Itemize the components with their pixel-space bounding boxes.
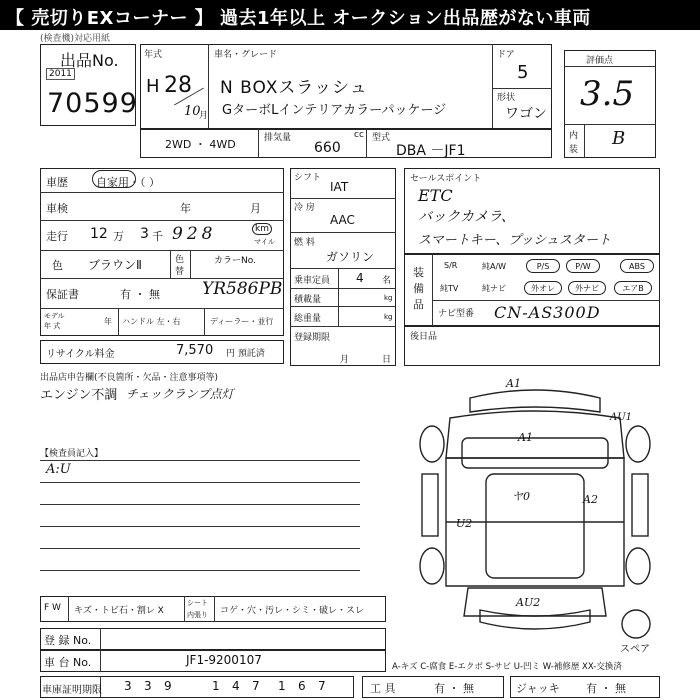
history-circle — [92, 170, 136, 188]
diagram-mark-5: ヤ0 — [512, 490, 530, 503]
shape-value: ワゴン — [505, 106, 547, 122]
declaration-note: チェックランプ点灯 — [126, 387, 234, 401]
cert-b3: 7 — [318, 679, 326, 693]
interior-label-1: 内 — [569, 131, 579, 141]
inspector-label: 【検査員記入】 — [40, 449, 104, 459]
doors-label: ドア — [497, 50, 515, 60]
recycle-unit: 円 預託済 — [226, 349, 265, 359]
warranty-value: 有 ・ 無 — [120, 288, 160, 301]
capacity-label: 乗車定員 — [294, 276, 331, 286]
equip-ps: P/S — [526, 259, 560, 273]
aircon-label: 冷 房 — [294, 203, 315, 213]
equip-navi: 純ナビ — [482, 284, 506, 293]
color-label: 色 — [52, 259, 63, 272]
cert-label: 車庫証明期限 — [42, 685, 102, 696]
warranty-label: 保証書 — [46, 288, 79, 301]
jack-value: 有 ・ 無 — [586, 682, 626, 695]
equip-pw: P/W — [566, 259, 600, 273]
cert-a3: 7 — [252, 679, 260, 693]
color-change-top: 色 — [175, 255, 185, 265]
mileage-sen-unit: 千 — [152, 230, 163, 243]
month-value: 10 — [184, 104, 201, 119]
tools-label: 工 具 — [370, 682, 396, 695]
subnote: (検査機)対応用紙 — [40, 34, 111, 44]
equip-tv: 純TV — [440, 284, 459, 293]
sales-label: セールスポイント — [410, 174, 482, 184]
cc-label: cc — [354, 130, 364, 140]
fw-label: F W — [44, 603, 61, 613]
equip-sr: S/R — [444, 261, 458, 270]
navi-label: ナビ型番 — [438, 309, 475, 319]
fuel-value: ガソリン — [326, 250, 375, 264]
stains-text: コゲ・穴・汚レ・シミ・破レ・スレ — [220, 606, 365, 616]
year-label: 年式 — [144, 50, 163, 60]
name-label: 車名・グレード — [214, 50, 278, 60]
color-code: YR586PB — [202, 279, 283, 299]
mileage-man: 12 — [90, 226, 108, 242]
year-era: H — [146, 76, 160, 97]
diagram-mark-1: A1 — [506, 377, 521, 390]
chassis-label: 車 台 No. — [44, 656, 92, 669]
deadline-label: 登録期限 — [294, 333, 331, 343]
registration-row — [40, 628, 386, 650]
score-value: 3.5 — [580, 74, 635, 114]
left-table — [40, 168, 284, 336]
shape-label: 形状 — [497, 93, 516, 103]
mileage-mile: マイル — [254, 238, 275, 246]
fuel-label: 燃 料 — [294, 238, 315, 248]
load-label: 積載量 — [294, 295, 322, 305]
cert-d2: 3 — [144, 679, 152, 693]
equip-airbag: エアB — [614, 281, 652, 295]
color-code-label: カラーNo. — [214, 256, 256, 266]
inspector-note: A:U — [46, 462, 71, 477]
deadline-day: 日 — [382, 355, 392, 365]
drive-value: 2WD ・ 4WD — [165, 138, 236, 151]
lot-number: 70599 — [47, 88, 138, 119]
seat-label-2: 内張り — [187, 611, 208, 619]
diagram-mark-7: AU2 — [516, 596, 541, 609]
inspection-label: 車検 — [46, 202, 68, 215]
model-year-label-2: 年 式 — [44, 322, 61, 330]
diagram-mark-2: A1 — [518, 431, 533, 444]
fw-items: キズ・トビ石・割レ X — [74, 606, 164, 616]
vehicle-name: N BOXスラッシュ — [220, 78, 368, 98]
mileage-km: km — [252, 223, 272, 235]
equip-mirror-pill: 外オレ — [524, 281, 562, 295]
recycle-label: リサイクル料金 — [46, 349, 115, 360]
cert-b2: 6 — [298, 679, 306, 693]
cert-a1: 1 — [212, 679, 220, 693]
cert-a2: 4 — [232, 679, 240, 693]
mileage-man-unit: 万 — [113, 230, 124, 243]
weight-label: 総重量 — [294, 314, 322, 324]
model-value: DBA －JF1 — [396, 143, 466, 159]
deadline-month: 月 — [340, 355, 350, 365]
capacity-value: 4 — [356, 271, 364, 285]
equip-char-1: 装 — [413, 266, 424, 279]
handle-value: ハンドル 左・右 — [122, 317, 181, 326]
mileage-label: 走行 — [46, 230, 68, 243]
cert-d1: 3 — [124, 679, 132, 693]
color-value: ブラウンⅡ — [88, 258, 142, 272]
cert-b1: 1 — [278, 679, 286, 693]
lot-year-tag: 2011 — [46, 68, 75, 80]
chassis-value: JF1-9200107 — [186, 653, 262, 667]
banner-text: 【 売切りEXコーナー 】 過去1年以上 オークション出品歴がない車両 — [6, 8, 591, 29]
displacement-value: 660 — [314, 140, 341, 156]
model-year-label-1: モデル — [44, 312, 65, 320]
month-unit: 月 — [199, 111, 209, 121]
diagram-mark-6: U2 — [456, 517, 473, 530]
capacity-unit: 名 — [382, 276, 392, 286]
later-date-box — [404, 326, 660, 366]
equip-ext-navi: 外ナビ — [568, 281, 606, 295]
legend: A-キズ C-腐食 E-エクボ S-サビ U-凹ミ W-補修歴 XX-交換済 — [392, 662, 622, 672]
tools-value: 有 ・ 無 — [434, 682, 474, 695]
navi-model: CN-AS300D — [494, 303, 601, 322]
score-label: 評価点 — [586, 56, 614, 66]
later-date-label: 後日品 — [410, 332, 438, 342]
history-value: 自家用・（ ） — [96, 176, 160, 189]
year-value: 28 — [164, 73, 192, 98]
load-unit: kg — [384, 294, 393, 302]
sales-line-3: スマートキー、プッシュスタート — [418, 233, 612, 248]
cert-d3: 9 — [164, 679, 172, 693]
shift-value: IAT — [330, 180, 349, 194]
inspection-year: 年 — [180, 202, 191, 215]
mileage-rest: 928 — [172, 224, 217, 244]
equip-char-3: 品 — [413, 298, 424, 311]
equip-char-2: 備 — [413, 282, 424, 295]
sales-line-2: バックカメラ、 — [418, 209, 515, 225]
declaration-label: 出品店申告欄(不良箇所・欠品・注意事項等) — [40, 373, 219, 383]
weight-unit: kg — [384, 313, 393, 321]
lot-label: 出品No. — [60, 51, 119, 70]
registration-label: 登 録 No. — [44, 634, 92, 647]
recycle-value: 7,570 — [176, 343, 214, 358]
displacement-label: 排気量 — [264, 133, 292, 143]
spare-label: スペア — [620, 644, 650, 655]
vehicle-grade: GターボLインテリアカラーパッケージ — [222, 103, 447, 118]
diagram-mark-4: A2 — [583, 493, 598, 506]
history-label: 車歴 — [46, 176, 68, 189]
declaration-text: エンジン不調 — [40, 388, 118, 403]
interior-label-2: 装 — [569, 145, 579, 155]
doors-value: 5 — [517, 62, 529, 83]
shift-label: シフト — [294, 173, 322, 183]
mileage-sen: 3 — [140, 226, 149, 242]
model-year-unit: 年 — [104, 317, 112, 326]
inspection-month: 月 — [250, 202, 261, 215]
sales-line-1: ETC — [418, 186, 453, 205]
interior-value: B — [612, 128, 626, 149]
aircon-value: AAC — [330, 213, 355, 227]
model-label: 型式 — [372, 133, 391, 143]
dealer-value: ディーラー・並行 — [210, 317, 274, 326]
diagram-mark-3: AU1 — [610, 412, 633, 423]
color-change: 替 — [175, 267, 185, 277]
jack-label: ジャッキ — [516, 682, 560, 695]
equip-abs: ABS — [620, 259, 654, 273]
seat-label-1: シート — [187, 599, 208, 607]
equip-aw: 純A/W — [482, 262, 507, 271]
